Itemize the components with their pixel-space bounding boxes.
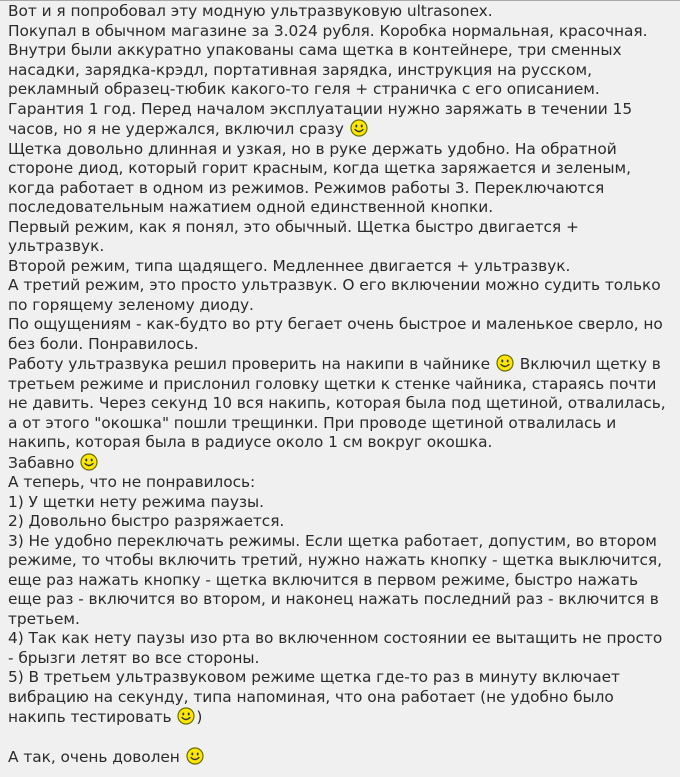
review-mode-3: А третий режим, это просто ультразвук. О его включении можно судить только по горящему зеленому диоду. xyxy=(8,276,661,314)
list-item: 1) У щетки нету режима паузы. xyxy=(8,492,264,511)
review-feel: По ощущениям - как-будто во рту бегает очень быстрое и маленькое сверло, но без боли. Понравилось. xyxy=(8,315,663,353)
review-kettle-test: Работу ультразвука решил проверить на накипи в чайнике Включил щетку в третьем режиме и прислонил головку щетки к стенке чайника, стараясь почти не давить. Через секунд 10 вся накипь, которая была под щетиной, отвалилась, а от этого "окошка" пошли трещинки. При проводе щетиной отвалилась и накипь, которая была в радиусе около 1 см вокруг окошка. xyxy=(8,355,666,451)
review-intro: Вот и я попробовал эту модную ультразвуковую ultrasonex. xyxy=(8,2,493,20)
list-item: 4) Так как нету паузы изо рта во включенном состоянии ее вытащить не просто - брызги летят во все стороны. xyxy=(8,629,663,667)
list-item: 5) В третьем ультразвуковом режиме щетка где-то раз в минуту включает вибрацию на секунду, типа напоминая, что она работает (не удобно было накипь тестировать ) xyxy=(8,668,620,726)
smiley-face-icon xyxy=(177,707,195,725)
smiley-face-icon xyxy=(350,119,368,137)
list-item: 2) Довольно быстро разряжается. xyxy=(8,512,285,530)
review-closing: А так, очень доволен xyxy=(8,747,672,768)
review-dislikes-heading: А теперь, что не понравилось: xyxy=(8,473,256,491)
review-mode-2: Второй режим, типа щадящего. Медленнее двигается + ультразвук. xyxy=(8,256,571,275)
smiley-face-icon xyxy=(186,747,204,765)
smiley-face-icon xyxy=(496,354,514,372)
review-mode-1: Первый режим, как я понял, это обычный. Щетка быстро двигается + ультразвук. xyxy=(8,217,579,255)
spacer xyxy=(8,728,672,748)
smiley-face-icon xyxy=(80,453,98,471)
review-funny: Забавно xyxy=(8,453,672,474)
list-item: 3) Не удобно переключать режимы. Если щетка работает, допустим, во втором режиме, то чтобы включить третий, нужно нажать кнопку - щетка выключится, еще раз нажать кнопку - щетка включится в первом режиме, быстро нажать еще раз - включится во втором, и наконец нажать последний раз - включится в третьем. xyxy=(8,531,662,628)
review-description: Щетка довольно длинная и узкая, но в руке держать удобно. На обратной стороне диод, который горит красным, когда щетка заряжается и зеленым, когда работает в одном из режимов. Режимов работы 3. Переключаются последовательным нажатием одной единственной кнопки. xyxy=(8,139,631,216)
review-purchase: Покупал в обычном магазине за 3.024 рубля. Коробка нормальная, красочная. Внутри были аккуратно упакованы сама щетка в контейнере, три сменных насадки, зарядка-крэдл, портативная зарядка, инструкция на русском, рекламный образец-тюбик какого-то геля + страничка с его описанием. Гарантия 1 год. Перед началом эксплуатации нужно заряжать в течении 15 часов, но я не удержался, включил сразу xyxy=(8,21,648,138)
